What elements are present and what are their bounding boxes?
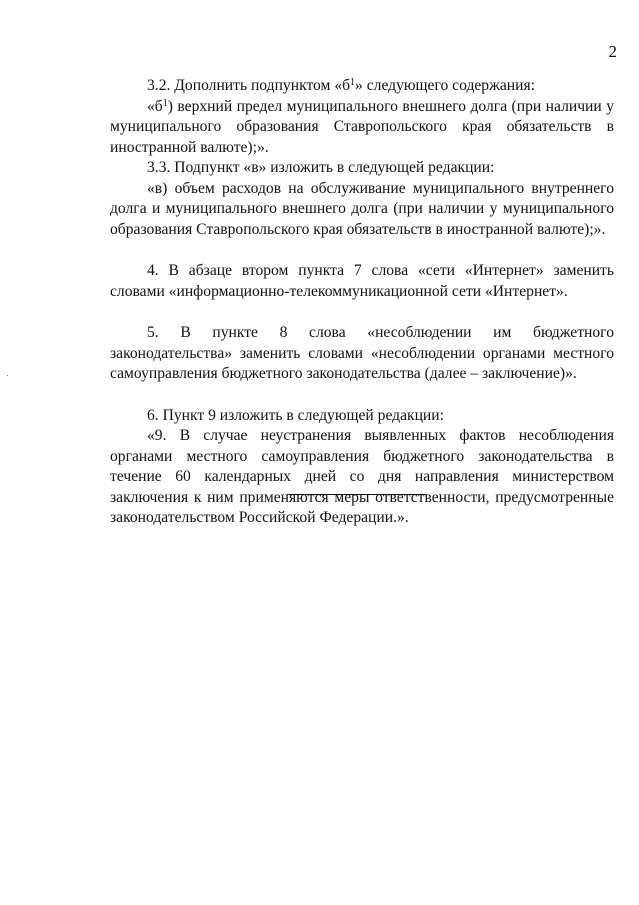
paragraph-4: 4. В абзаце втором пункта 7 слова «сети «Интернет» заменить словами «информационно-телекоммуникационной сети «Интернет». — [110, 262, 614, 300]
paragraph-spacer — [110, 302, 614, 323]
paragraph-5: 5. В пункте 8 слова «несоблюдении им бюджетного законодательства» заменить словами «несоблюдении органами местного самоуправления бюджетного законодательства (далее – заключение)». — [110, 324, 614, 382]
paragraph-9-text: «9. В случае неустранения выявленных фактов несоблюдения органами местного самоуправления бюджетного законодательства в течение 60 календарных дней со дня направления министерством заключения к ним применяются меры ответственности, предусмотренные законодательством Российской Федерации.». — [110, 427, 614, 526]
paragraph-3-2 — [110, 76, 614, 97]
scan-speck — [7, 375, 8, 376]
paragraph-b1-text — [110, 97, 614, 159]
paragraph-3-2-text-end: » следующего содержания: — [355, 77, 535, 94]
superscript-1: 1 — [350, 77, 356, 88]
document-end-rule — [287, 494, 426, 495]
superscript-1: 1 — [162, 97, 168, 109]
page-number: 2 — [608, 42, 617, 61]
paragraph-3-2-text-start: 3.2. Дополнить подпунктом «б — [147, 77, 351, 94]
paragraph-spacer — [110, 240, 614, 261]
paragraph-b1-text-start: «б — [147, 97, 163, 115]
paragraph-3-3: 3.3. Подпункт «в» изложить в следующей редакции: — [147, 159, 495, 176]
paragraph-v-text: «в) объем расходов на обслуживание муниципального внутреннего долга и муниципального внешнего долга (при наличии у муниципального образования Ставропольского края обязательств в иностранной валюте);». — [110, 179, 614, 238]
document-body — [110, 76, 614, 529]
paragraph-b1-text-end: ) верхний предел муниципального внешнего долга (при наличии у муниципального образования Ставропольского края обязательств в иностранной валюте);». — [110, 97, 614, 156]
paragraph-6: 6. Пункт 9 изложить в следующей редакции: — [147, 406, 444, 424]
paragraph-spacer — [110, 385, 614, 406]
